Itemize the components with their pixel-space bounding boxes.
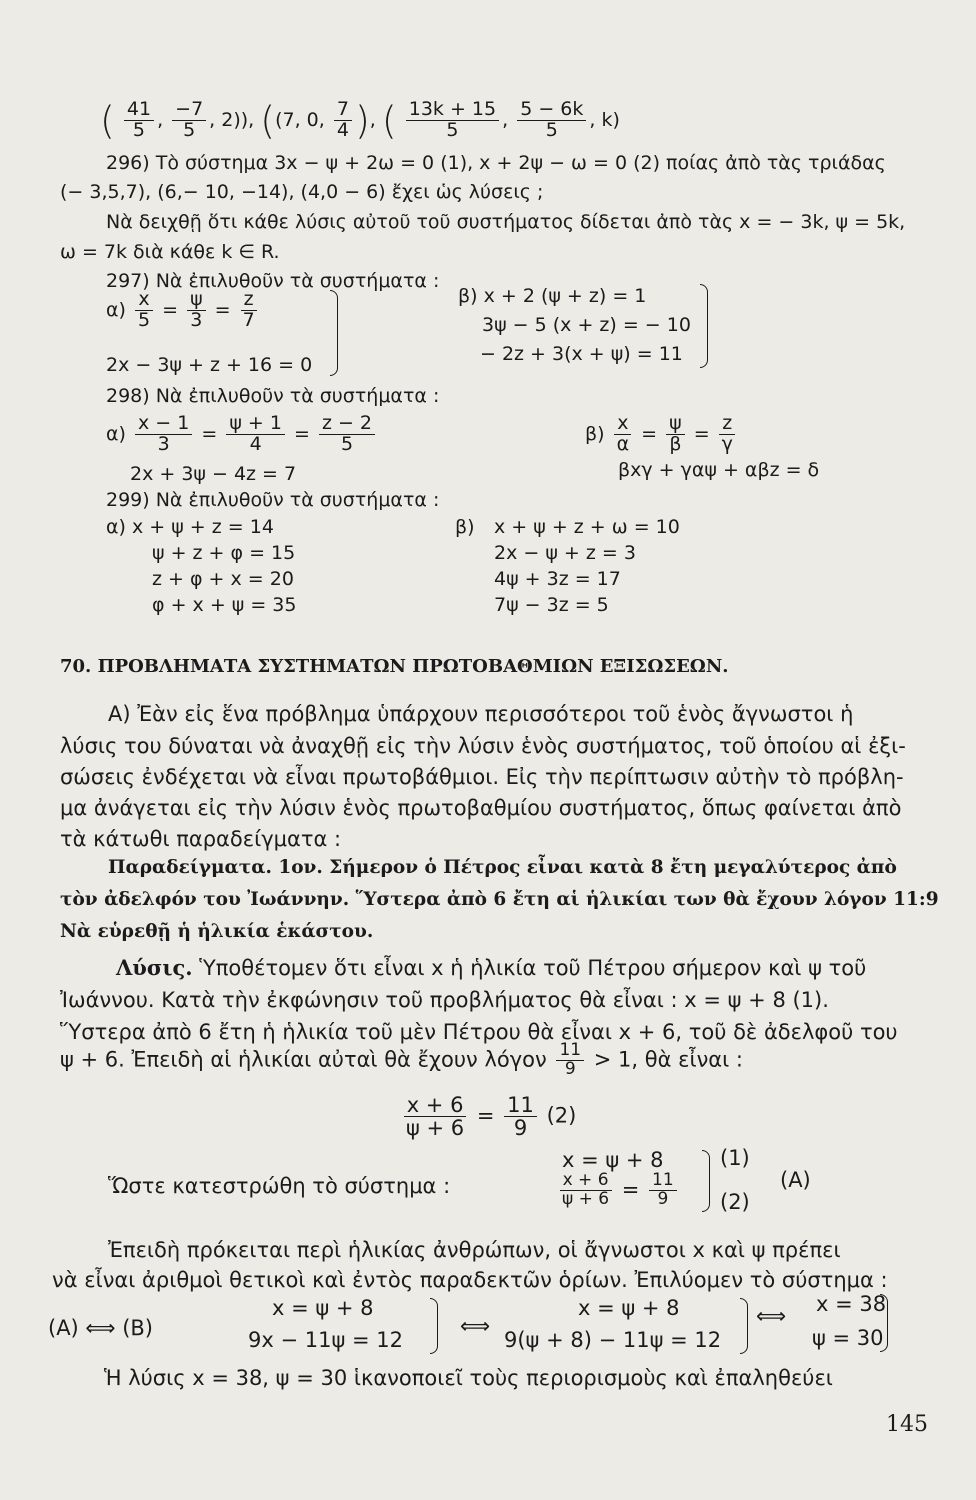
section-paragraph-line-1: Α) Ἐὰν εἰς ἕνα πρόβλημα ὑπάρχουν περισσότεροι τοῦ ἑνὸς ἄγνωστοι ἡ: [108, 702, 854, 726]
brace: [430, 1298, 438, 1354]
fraction: $\frac{x}{\alpha}$: [614, 414, 633, 455]
chain-system-2-eq-2: 9(ψ + 8) − 11ψ = 12: [504, 1328, 722, 1352]
exercise-299-title: 299) Νὰ ἐπιλυθοῦν τὰ συστήματα :: [106, 489, 440, 511]
tag-a: (Α): [780, 1168, 811, 1192]
fraction: $\frac{x - 1}{3}$: [135, 414, 192, 455]
brace: [702, 1150, 710, 1212]
exercise-299-b-line-2: 2x − ψ + z = 3: [494, 542, 636, 564]
solution-last-line: Ἡ λύσις x = 38, ψ = 30 ἱκανοποιεῖ τοὺς περιορισμοὺς καὶ ἐπαληθεύει: [104, 1366, 833, 1390]
solution-line-5: Ἐπειδὴ πρόκειται περὶ ἡλικίας ἀνθρώπων, οἱ ἄγνωστοι x καὶ ψ πρέπει: [108, 1238, 841, 1262]
solution-line-4: ψ + 6. Ἐπειδὴ αἱ ἡλικίαι αὐταὶ θὰ ἔχουν λόγον $\frac{11}{9}$ > 1, θὰ εἶναι :: [60, 1040, 744, 1079]
chain-system-1-eq-2: 9x − 11ψ = 12: [248, 1328, 403, 1352]
exercise-297-a-proportion: α) $\frac{x}{5}$ = $\frac{\psi}{3}$ = $\frac{z}{7}$: [106, 290, 261, 331]
exercise-299-b-line-3: 4ψ + 3z = 17: [494, 568, 621, 590]
equivalence-arrow: ⟺: [460, 1314, 491, 1338]
exercise-296-line-1: 296) Τὸ σύστημα 3x − ψ + 2ω = 0 (1), x + 2ψ − ω = 0 (2) ποίας ἀπὸ τὰς τριάδας: [106, 152, 886, 174]
fraction: $\frac{11}{9}$: [556, 1042, 584, 1079]
exercise-296-line-3: Νὰ δειχθῇ ὅτι κάθε λύσις αὐτοῦ τοῦ συστήματος δίδεται ἀπὸ τὰς x = − 3k, ψ = 5k,: [106, 211, 906, 233]
brace: [740, 1298, 748, 1354]
section-paragraph-line-5: τὰ κάτωθι παραδείγματα :: [60, 827, 342, 851]
exercise-296-line-4: ω = 7k διὰ κάθε k ∈ R.: [60, 241, 280, 263]
chain-system-1-eq-1: x = ψ + 8: [272, 1296, 374, 1320]
fraction: $\frac{11}{9}$: [649, 1172, 677, 1209]
exercise-296-line-2: (− 3,5,7), (6,− 10, −14), (4,0 − 6) ἔχει ὡς λύσεις ;: [60, 181, 544, 203]
fraction: $\frac{\psi}{\beta}$: [666, 414, 685, 455]
solution-line-6: νὰ εἶναι ἀριθμοὶ θετικοὶ καὶ ἐντὸς παραδεκτῶν ὁρίων. Ἐπιλύομεν τὸ σύστημα :: [52, 1268, 888, 1292]
fraction: $\frac{z}{7}$: [242, 288, 255, 331]
tag-2: (2): [720, 1190, 750, 1214]
exercise-299-b-label: β): [455, 516, 475, 538]
solution-label: Λύσις.: [116, 955, 193, 980]
exercise-299-b-line-1: x + ψ + z + ω = 10: [494, 516, 680, 538]
fraction: $\frac{11}{9}$: [504, 1094, 537, 1139]
exercise-297-a-equation: 2x − 3ψ + z + 16 = 0: [106, 354, 313, 376]
equation-2: $\frac{x + 6}{\psi + 6}$ = $\frac{11}{9}$ (2): [400, 1094, 576, 1139]
example-line-1: Παραδείγματα. 1ον. Σήμερον ὁ Πέτρος εἶναι κατὰ 8 ἔτη μεγαλύτερος ἀπὸ: [108, 857, 897, 878]
fraction: $\frac{7}{4}$: [334, 100, 352, 141]
brace: [700, 284, 708, 368]
exercise-298-title: 298) Νὰ ἐπιλυθοῦν τὰ συστήματα :: [106, 385, 440, 407]
tag-1: (1): [720, 1146, 750, 1170]
fraction: $\frac{x}{5}$: [135, 290, 153, 331]
solution-line-2: Ἰωάννου. Κατὰ τὴν ἐκφώνησιν τοῦ προβλήματος θὰ εἶναι : x = ψ + 8 (1).: [60, 988, 829, 1012]
fraction: $\frac{x + 6}{\psi + 6}$: [403, 1094, 467, 1139]
exercise-297-b-line-2: 3ψ − 5 (x + z) = − 10: [482, 314, 691, 336]
solution-line-3: Ὕστερα ἀπὸ 6 ἔτη ἡ ἡλικία τοῦ μὲν Πέτρου θὰ εἶναι x + 6, τοῦ δὲ ἀδελφοῦ του: [60, 1020, 898, 1044]
fraction: $\frac{\psi + 1}{4}$: [226, 414, 285, 455]
exercise-299-a-line-4: φ + x + ψ = 35: [152, 594, 297, 616]
fraction: $\frac{\psi}{3}$: [187, 290, 206, 331]
exercise-298-a-proportion: α) $\frac{x - 1}{3}$ = $\frac{\psi + 1}{4}$ = $\frac{z - 2}{5}$: [106, 414, 378, 455]
exercise-299-a-line-3: z + φ + x = 20: [152, 568, 294, 590]
example-line-3: Νὰ εὑρεθῇ ἡ ἡλικία ἑκάστου.: [60, 921, 374, 942]
section-paragraph-line-2: λύσις του δύναται νὰ ἀναχθῇ εἰς τὴν λύσιν ἑνὸς συστήματος, τοῦ ὁποίου αἱ ἐξι-: [60, 734, 906, 758]
section-heading: 70. ΠΡΟΒΛΗΜΑΤΑ ΣΥΣΤΗΜΑΤΩΝ ΠΡΩΤΟΒΑΘΜΙΩΝ ΕΞΙΣΩΣΕΩΝ.: [60, 656, 729, 677]
fraction: $\frac{z - 2}{5}$: [319, 414, 375, 455]
page-number: 145: [886, 1412, 928, 1437]
system-equation-2: $\frac{x + 6}{\psi + 6}$ = $\frac{11}{9}$: [556, 1172, 680, 1209]
example-line-2: τὸν ἀδελφόν του Ἰωάννην. Ὕστερα ἀπὸ 6 ἔτη αἱ ἡλικίαι των θὰ ἔχουν λόγον 11:9: [60, 889, 939, 910]
section-paragraph-line-4: μα ἀνάγεται εἰς τὴν λύσιν ἑνὸς πρωτοβαθμίου συστήματος, ὅπως φαίνεται ἀπὸ: [60, 796, 902, 820]
top-solutions-line: ( $\frac{41}{5}$ , $\frac{-7}{5}$ , 2)), ((7, 0, $\frac{7}{4}$ ), ( $\frac{13k + 15}{5}$ , $\frac{5 - 6k}{5}$ , k): [100, 98, 620, 143]
exercise-297-b-line-3: − 2z + 3(x + ψ) = 11: [480, 343, 683, 365]
chain-system-2-eq-1: x = ψ + 8: [578, 1296, 680, 1320]
fraction: $\frac{-7}{5}$: [172, 100, 206, 141]
fraction: $\frac{z}{\gamma}$: [719, 414, 736, 455]
exercise-298-a-equation: 2x + 3ψ − 4z = 7: [130, 463, 297, 485]
equivalence-arrow: ⟺: [756, 1304, 787, 1328]
exercise-299-a-line-1: α) x + ψ + z = 14: [106, 516, 274, 538]
system-label: Ὥστε κατεστρώθη τὸ σύστημα :: [108, 1174, 451, 1198]
fraction: $\frac{5 - 6k}{5}$: [517, 100, 586, 141]
fraction: $\frac{x + 6}{\psi + 6}$: [559, 1172, 612, 1209]
exercise-299-b-line-4: 7ψ − 3z = 5: [494, 594, 609, 616]
exercise-297-title: 297) Νὰ ἐπιλυθοῦν τὰ συστήματα :: [106, 270, 440, 292]
exercise-297-b-line-1: β) x + 2 (ψ + z) = 1: [458, 285, 647, 307]
fraction: $\frac{13k + 15}{5}$: [406, 100, 499, 141]
exercise-298-b-equation: βxγ + γαψ + αβz = δ: [618, 459, 820, 481]
equivalence-start: (Α) ⟺ (Β): [48, 1316, 153, 1340]
fraction: $\frac{41}{5}$: [124, 100, 154, 141]
section-paragraph-line-3: σώσεις ἐνδέχεται νὰ εἶναι πρωτοβάθμιοι. Εἰς τὴν περίπτωσιν αὐτὴν τὸ πρόβλη-: [60, 765, 904, 789]
brace: [330, 290, 338, 376]
chain-system-3-eq-2: ψ = 30: [812, 1326, 884, 1350]
brace: [880, 1294, 888, 1352]
solution-line-1: Λύσις. Ὑποθέτομεν ὅτι εἶναι x ἡ ἡλικία τοῦ Πέτρου σήμερον καὶ ψ τοῦ: [116, 955, 867, 980]
system-equation-1: x = ψ + 8: [562, 1148, 664, 1172]
chain-system-3-eq-1: x = 38: [816, 1292, 887, 1316]
exercise-298-b-proportion: β) $\frac{x}{\alpha}$ = $\frac{\psi}{\beta}$ = $\frac{z}{\gamma}$: [585, 414, 739, 455]
exercise-299-a-line-2: ψ + z + φ = 15: [152, 542, 296, 564]
